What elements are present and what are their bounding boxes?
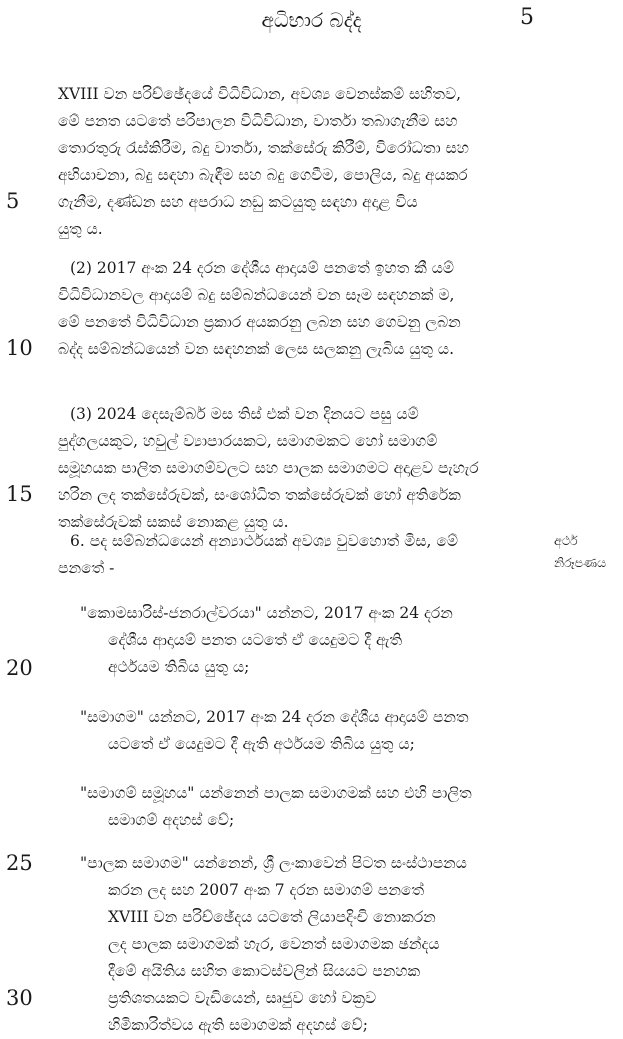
line-number: 30 [6, 986, 33, 1010]
paragraph-line: මේ පනත යටතේ පරිපාලන විධිවිධාන, වාර්තා තබාගැනීම සහ [58, 112, 458, 130]
paragraph-line: තොරතුරු රැස්කිරීම, බදු වාර්තා, තක්සේරු කිරීම්, විරෝධතා සහ [58, 139, 469, 157]
definition-parent-company [80, 850, 528, 1039]
definition-line: XVIII වන පරිච්ඡේදය යටතේ ලියාපදිංචි නොකරන [108, 908, 436, 926]
line-number: 20 [6, 656, 33, 680]
line-number: 10 [6, 336, 33, 360]
paragraph-3 [58, 401, 528, 536]
paragraph-line: (2) 2017 අංක 24 දරන දේශීය ආදායම් පනතේ ඉහත කී යම් [70, 259, 455, 277]
paragraph-line: අභියාචනා, බදු සඳහා බැඳීම සහ බදු ගෙවීම, පොලිය, බදු අයකර [58, 166, 468, 184]
definition-commissioner-general [80, 600, 528, 681]
paragraph-line: සමූහයක පාලිත සමාගම්වලට සහ පාලක සමාගමට අදාළව පැහැර [58, 459, 479, 477]
definition-line: ප්‍රතිශතයකට වැඩියෙන්, සෘජුව හෝ වක්‍රව [108, 989, 377, 1007]
section-heading-line: පනතේ - [58, 559, 115, 577]
definition-term-line: "කොමසාරිස්-ජනරාල්වරයා" යන්නට, 2017 අංක 24 දරන [80, 604, 453, 622]
definition-line: සමාගම් අදහස් වේ; [108, 811, 235, 829]
section-6 [58, 528, 528, 582]
definition-line: දේශීය ආදායම් පනත යටතේ ඒ යෙදුමට දී ඇති [108, 631, 403, 649]
definition-line: ලද පාලක සමාගමක් හැර, වෙනත් සමාගමක ඡන්දය [108, 935, 440, 953]
running-header-title: අධිභාර බද්ද [261, 8, 362, 32]
definition-term-line: "සමාගම" යන්නට, 2017 අංක 24 දරන දේශීය ආදායම් පනත [80, 708, 469, 726]
paragraph-2 [58, 255, 528, 363]
line-number: 25 [6, 851, 33, 875]
paragraph-line: බද්ද සම්බන්ධයෙන් වන සඳහනක් ලෙස සලකනු ලැබිය යුතු ය. [58, 340, 454, 358]
line-number: 15 [6, 482, 33, 506]
margin-note-line: නිරූපණය [554, 555, 607, 570]
paragraph-intro [58, 81, 528, 243]
margin-note [554, 530, 620, 574]
paragraph-line: තක්සේරුවක් සකස් නොකළ යුතු ය. [58, 513, 289, 531]
definition-term-line: "පාලක සමාගම" යන්නෙන්, ශ්‍රී ලංකාවෙන් පිටත සංස්ථාපනය [80, 854, 467, 872]
margin-note-line: අර්ථ [554, 533, 578, 548]
paragraph-line: XVIII වන පරිච්ඡේදයේ විධිවිධාන, අවශ්‍ය වෙනස්කම් සහිතව, [58, 85, 462, 103]
definition-term-line: "සමාගම් සමූහය" යන්නෙන් පාලක සමාගමක් සහ එහි පාලිත [80, 784, 472, 802]
definition-group-of-companies [80, 780, 528, 834]
definition-line: අර්ථයම තිබිය යුතු ය; [108, 658, 250, 676]
paragraph-line: (3) 2024 දෙසැම්බර් මස තිස් එක් වන දිනයට පසු යම් [70, 405, 419, 423]
line-number: 5 [6, 189, 20, 213]
paragraph-line: විධිවිධානවල ආදායම් බදු සම්බන්ධයෙන් වන සෑම සඳහනක් ම, [58, 286, 455, 304]
section-heading-line: 6. පද සම්බන්ධයෙන් අන්‍යාර්ථයක් අවශ්‍ය වුවහොත් මිස, මේ [70, 532, 459, 550]
definition-line: දීමේ අයිතිය සහිත කොටස්වලින් සියයට පනහක [108, 962, 421, 980]
definition-line: හිමිකාරිත්වය ඇති සමාගමක් අදහස් වේ; [108, 1016, 368, 1034]
paragraph-line: මේ පනතේ විධිවිධාන ප්‍රකාර අයකරනු ලබන සහ ගෙවනු ලබන [58, 313, 461, 331]
definition-line: කරන ලද සහ 2007 අංක 7 දරන සමාගම් පනතේ [108, 881, 425, 899]
definition-line: යටතේ ඒ යෙදුමට දී ඇති අර්ථයම තිබිය යුතු ය; [108, 735, 415, 753]
paragraph-line: යුතු ය. [58, 220, 103, 238]
page-number: 5 [520, 5, 534, 30]
paragraph-line: පුද්ගලයකුට, හවුල් ව්‍යාපාරයකට, සමාගමකට හෝ සමාගම් [58, 432, 438, 450]
paragraph-line: හරින ලද තක්සේරුවක්, සංශෝධිත තක්සේරුවක් හෝ අතිරේක [58, 486, 461, 504]
definition-company [80, 704, 528, 758]
paragraph-line: ගැනීම, දණ්ඩන සහ අපරාධ නඩු කටයුතු සඳහා අදාළ විය [58, 193, 418, 211]
